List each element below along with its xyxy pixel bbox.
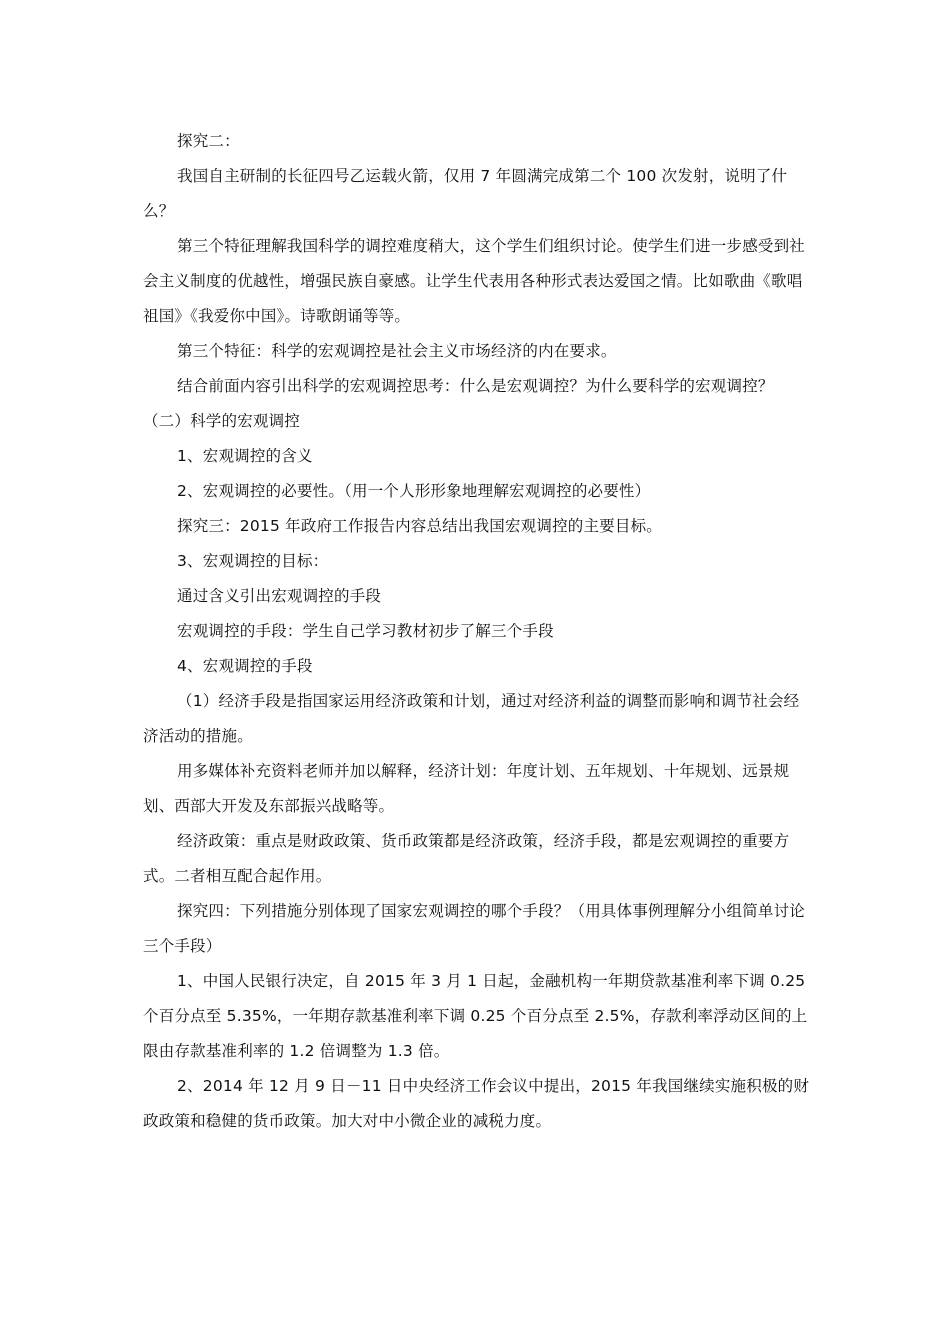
- list-item-means: 4、宏观调控的手段: [177, 657, 313, 675]
- section-heading-macro-control: （二）科学的宏观调控: [143, 412, 301, 430]
- paragraph-third-feature-discussion: 第三个特征理解我国科学的调控难度稍大，这个学生们组织讨论。使学生们进一步感受到社会主义制度的优越性，增强民族自豪感。让学生代表用各种形式表达爱国之情。比如歌曲《歌唱祖国》《我爱你中国》。诗歌朗诵等等。: [143, 237, 806, 325]
- paragraph-explore-two-heading: 探究二：: [177, 132, 240, 150]
- paragraph-means-self-study: 宏观调控的手段：学生自己学习教材初步了解三个手段: [177, 622, 554, 640]
- paragraph-explore-four: 探究四：下列措施分别体现了国家宏观调控的哪个手段？（用具体事例理解分小组简单讨论三个手段）: [143, 902, 806, 955]
- document-body: [143, 124, 813, 1139]
- paragraph-example-interest-rate: 1、中国人民银行决定，自 2015 年 3 月 1 日起，金融机构一年期贷款基准利率下调 0.25 个百分点至 5.35%，一年期存款基准利率下调 0.25 个百分点至 2.5%，存款利率浮动区间的上限由存款基准利率的 1.2 倍调整为 1.3 倍。: [143, 972, 808, 1060]
- list-item-goals: 3、宏观调控的目标：: [177, 552, 329, 570]
- paragraph-macro-control-question: 结合前面内容引出科学的宏观调控思考：什么是宏观调控？为什么要科学的宏观调控？: [177, 377, 774, 395]
- paragraph-economic-policy: 经济政策：重点是财政政策、货币政策都是经济政策，经济手段，都是宏观调控的重要方式。二者相互配合起作用。: [143, 832, 790, 885]
- paragraph-third-feature: 第三个特征：科学的宏观调控是社会主义市场经济的内在要求。: [177, 342, 617, 360]
- paragraph-explore-three: 探究三：2015 年政府工作报告内容总结出我国宏观调控的主要目标。: [177, 517, 662, 535]
- list-item-necessity: 2、宏观调控的必要性。（用一个人形形象地理解宏观调控的必要性）: [177, 482, 651, 500]
- list-item-meaning: 1、宏观调控的含义: [177, 447, 313, 465]
- paragraph-economic-plans: 用多媒体补充资料老师并加以解释，经济计划：年度计划、五年规划、十年规划、远景规划、西部大开发及东部振兴战略等。: [143, 762, 790, 815]
- paragraph-means-intro: 通过含义引出宏观调控的手段: [177, 587, 382, 605]
- paragraph-example-economic-conference: 2、2014 年 12 月 9 日－11 日中央经济工作会议中提出，2015 年我国继续实施积极的财政政策和稳健的货币政策。加大对中小微企业的减税力度。: [143, 1077, 810, 1130]
- paragraph-rocket-question: 我国自主研制的长征四号乙运载火箭，仅用 7 年圆满完成第二个 100 次发射，说明了什么？: [143, 167, 788, 220]
- paragraph-economic-means: （1）经济手段是指国家运用经济政策和计划，通过对经济利益的调整而影响和调节社会经济活动的措施。: [143, 692, 800, 745]
